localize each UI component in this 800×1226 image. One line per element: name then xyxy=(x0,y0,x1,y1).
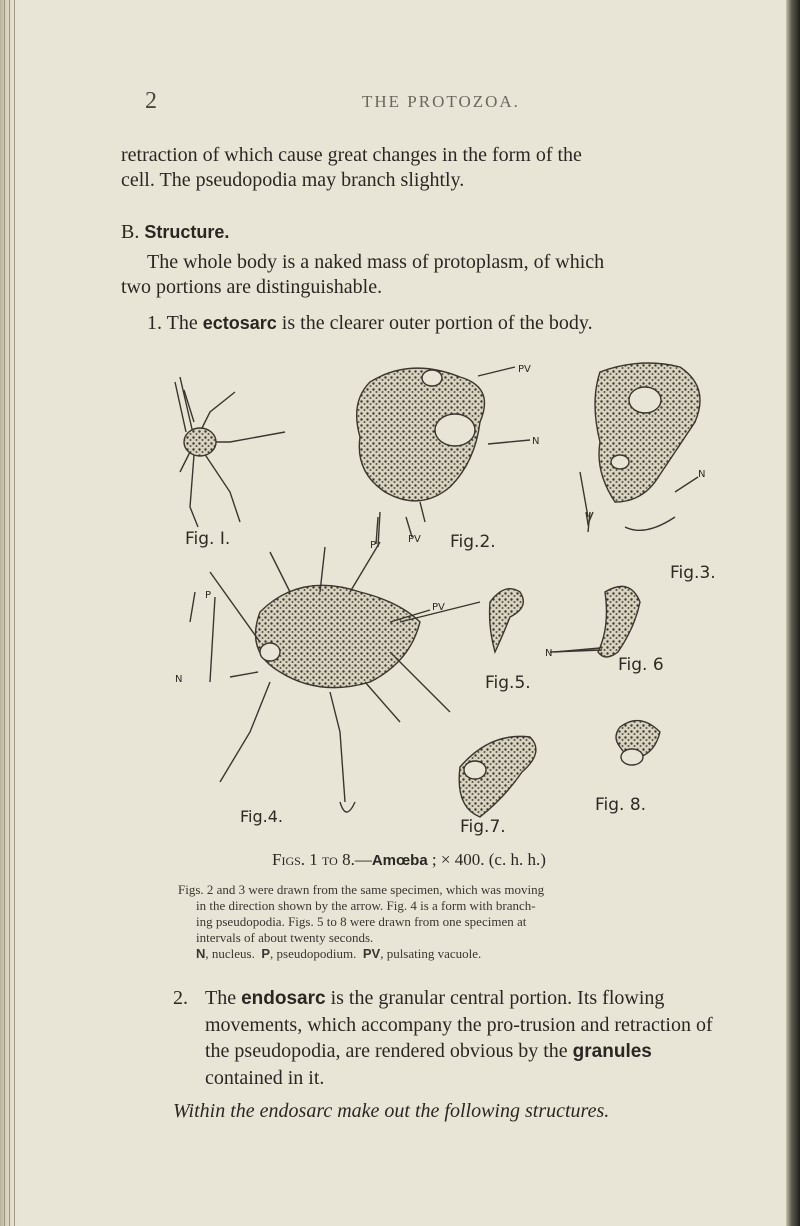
term-ectosarc: ectosarc xyxy=(202,313,277,333)
fig-label: Fig.4. xyxy=(240,807,283,826)
fig5-drawing xyxy=(490,589,524,652)
page-edge-shadow xyxy=(786,0,800,1226)
figure-notes xyxy=(178,882,678,962)
key-letter: P xyxy=(261,946,271,961)
item-number: 2. xyxy=(173,987,188,1009)
key-text: , pseudopodium. xyxy=(270,946,357,961)
caption-name: Amœba xyxy=(371,852,428,869)
key-text: , nucleus. xyxy=(205,946,255,961)
list-item-ectosarc xyxy=(147,311,593,336)
key-letter: N xyxy=(196,946,206,961)
fig-label: Fig.3. xyxy=(670,563,716,583)
label-pseudopodium: P xyxy=(370,540,377,551)
text-line: cell. The pseudopodia may branch slightly. xyxy=(121,169,465,191)
fig-label: Fig.7. xyxy=(460,817,506,837)
text: is the granular central portion. Its flowing movements, which accompany the pro-trusion and retraction of the pseudopodia, are rendered obvious by the xyxy=(205,987,713,1062)
fig6-drawing xyxy=(555,586,640,657)
amoeba-figure xyxy=(150,352,730,842)
text-line: two portions are distinguishable. xyxy=(121,276,383,298)
label-pulsating-vacuole: PV xyxy=(408,534,421,545)
text-line: retraction of which cause great changes in the form of the xyxy=(121,144,582,166)
section-heading xyxy=(121,220,229,245)
term-endosarc: endosarc xyxy=(241,988,326,1009)
note-paragraph xyxy=(178,882,678,962)
term-granules: granules xyxy=(572,1041,652,1062)
section-title: Structure. xyxy=(144,222,230,242)
label-nucleus: N xyxy=(175,674,183,685)
note-line: intervals of about twenty seconds. xyxy=(196,930,374,945)
text-line: The whole body is a naked mass of protoplasm, of which xyxy=(147,251,605,273)
label-nucleus: N xyxy=(545,648,553,659)
caption-prefix: Figs. 1 to 8.— xyxy=(272,850,372,869)
note-line: ing pseudopodia. Figs. 5 to 8 were drawn from one specimen at xyxy=(196,914,527,929)
binding-line xyxy=(14,0,15,1226)
fig-label: Fig. 6 xyxy=(618,655,664,675)
text: The xyxy=(166,312,198,334)
caption-suffix: ; × 400. (c. h. h.) xyxy=(427,850,546,869)
figure-caption xyxy=(272,850,546,870)
list-item-endosarc xyxy=(173,985,733,1091)
item-number: 1. xyxy=(147,312,162,334)
paragraph-structure xyxy=(121,250,604,300)
fig-label: Fig. I. xyxy=(185,529,231,549)
fig-label: Fig.2. xyxy=(450,532,496,552)
item-body xyxy=(205,985,733,1091)
binding-line xyxy=(4,0,5,1226)
binding-line xyxy=(9,0,10,1226)
label-nucleus: N xyxy=(532,436,540,447)
label-pseudopodium: P xyxy=(205,590,212,601)
note-line: in the direction shown by the arrow. Fig. 4 is a form with branch- xyxy=(196,898,536,913)
text: is the clearer outer portion of the body. xyxy=(281,312,593,334)
text: The xyxy=(205,987,237,1009)
fig-label: Fig.5. xyxy=(485,673,531,693)
label-nucleus: N xyxy=(698,469,706,480)
label-pulsating-vacuole: PV xyxy=(518,364,531,375)
fig1-drawing xyxy=(175,377,285,527)
paragraph-intro xyxy=(121,143,582,193)
text: contained in it. xyxy=(205,1067,325,1089)
running-head: THE PROTOZOA. xyxy=(362,92,520,111)
fig3-drawing xyxy=(580,363,700,530)
fig7-drawing xyxy=(459,736,536,817)
section-label: B. xyxy=(121,221,140,243)
page-number: 2 xyxy=(145,88,157,114)
note-line: Figs. 2 and 3 were drawn from the same specimen, which was moving xyxy=(178,882,545,897)
fig-label: Fig. 8. xyxy=(595,795,647,815)
fig8-drawing xyxy=(616,721,660,765)
key-text: , pulsating vacuole. xyxy=(380,946,482,961)
instruction-line: Within the endosarc make out the following structures. xyxy=(173,1100,610,1122)
key-letter: PV xyxy=(362,946,381,961)
fig2-drawing xyxy=(357,368,485,547)
label-pulsating-vacuole: PV xyxy=(432,602,445,613)
